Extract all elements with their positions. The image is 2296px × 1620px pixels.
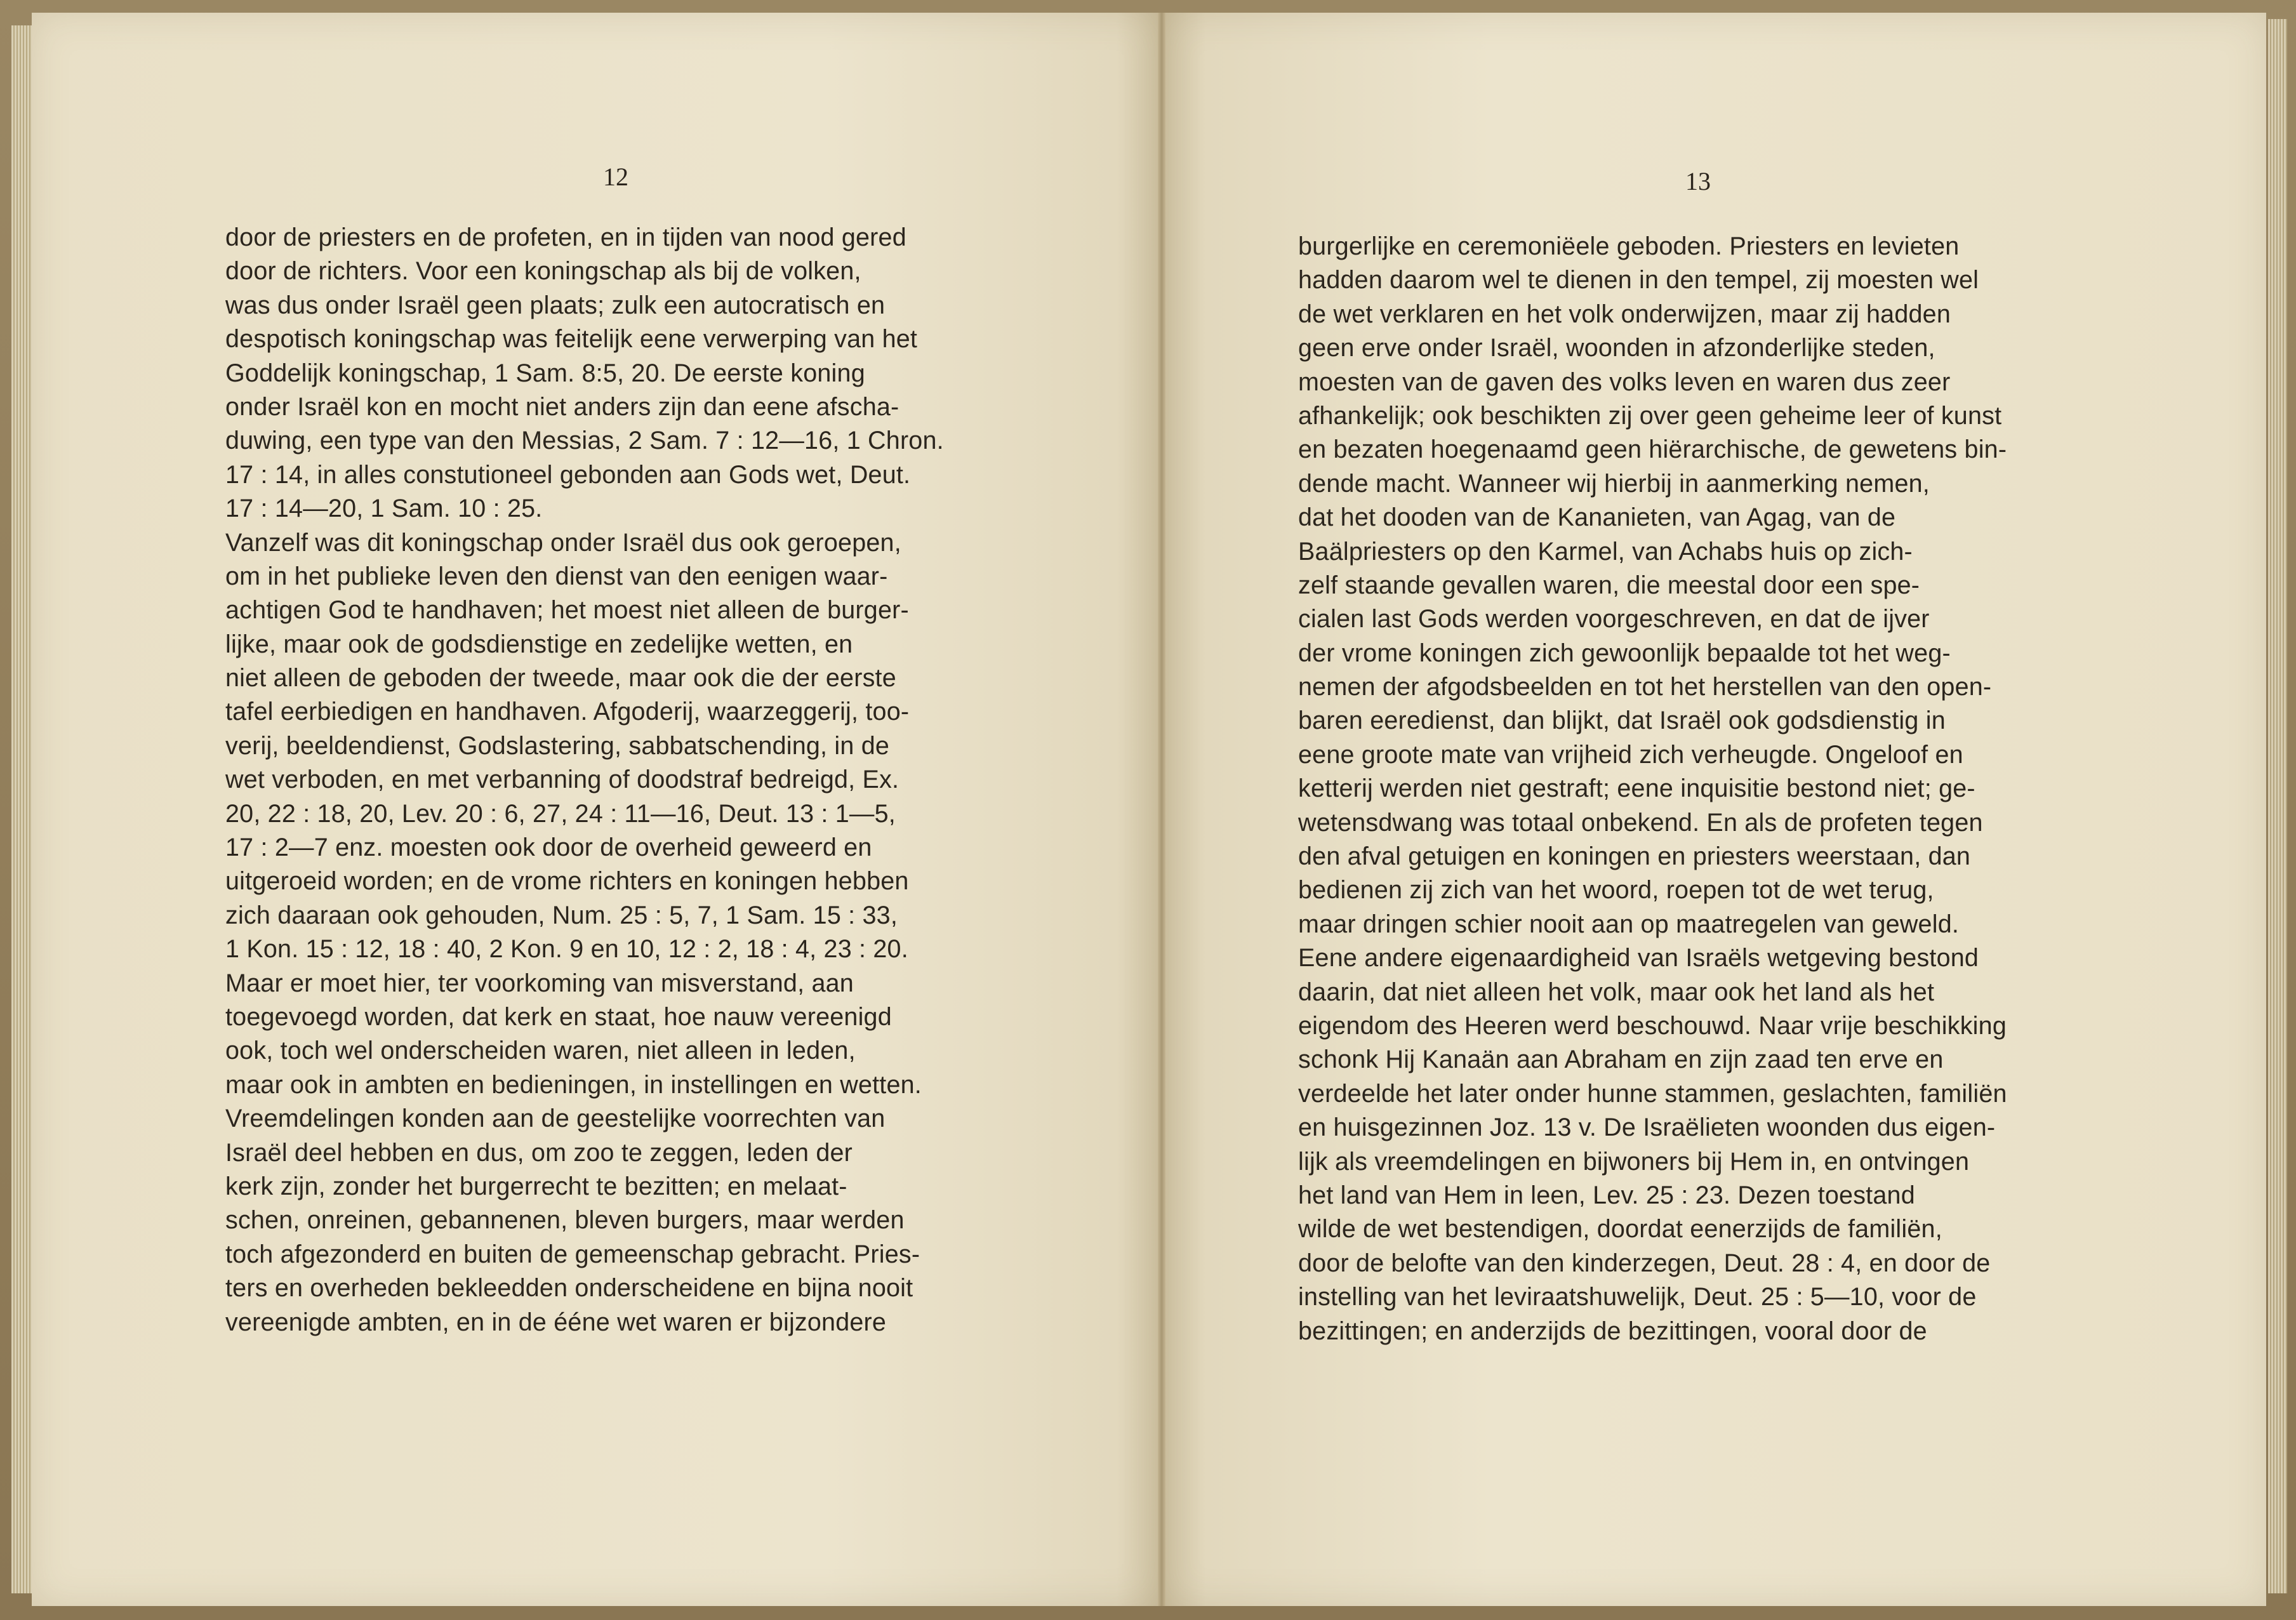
text-line: door de belofte van den kinderzegen, Deut. 28 : 4, en door de (1298, 1249, 1991, 1277)
text-line: burgerlijke en ceremoniëele geboden. Priesters en levieten (1298, 232, 1960, 260)
text-line: wet verboden, en met verbanning of doodstraf bedreigd, Ex. (225, 766, 899, 794)
text-line: verdeelde het later onder hunne stammen, geslachten, familiën (1298, 1079, 2007, 1108)
text-line: Israël deel hebben en dus, om zoo te zeggen, leden der (225, 1138, 853, 1167)
text-line: zich daaraan ook gehouden, Num. 25 : 5, 7, 1 Sam. 15 : 33, (225, 901, 898, 929)
text-line: de wet verklaren en het volk onderwijzen, maar zij hadden (1298, 300, 1951, 328)
text-line: cialen last Gods werden voorgeschreven, en dat de ijver (1298, 605, 1930, 634)
text-line: kerk zijn, zonder het burgerrecht te bezitten; en melaat- (225, 1172, 847, 1200)
text-line: Vanzelf was dit koningschap onder Israël dus ook geroepen, (225, 528, 901, 557)
text-line: ters en overheden bekleedden onderscheidene en bijna nooit (225, 1274, 913, 1303)
text-line: en bezaten hoegenaamd geen hiërarchische, de gewetens bin- (1298, 435, 2007, 464)
text-line: zelf staande gevallen waren, die meestal door een spe- (1298, 571, 1920, 599)
text-line: onder Israël kon en mocht niet anders zijn dan eene afscha- (225, 392, 899, 421)
text-line: den afval getuigen en koningen en priesters weerstaan, dan (1298, 842, 1971, 871)
text-line: wilde de wet bestendigen, doordat eenerzijds de familiën, (1298, 1215, 1942, 1244)
text-line: uitgeroeid worden; en de vrome richters en koningen hebben (225, 867, 909, 896)
book-gutter (1158, 13, 1165, 1606)
text-line: eene groote mate van vrijheid zich verheugde. Ongeloof en (1298, 740, 1963, 769)
text-line: niet alleen de geboden der tweede, maar ook die der eerste (225, 664, 896, 693)
text-line: door de priesters en de profeten, en in tijden van nood gered (225, 223, 906, 251)
text-line: duwing, een type van den Messias, 2 Sam. 7 : 12—16, 1 Chron. (225, 427, 944, 455)
text-line: door de richters. Voor een koningschap als bij de volken, (225, 257, 861, 286)
text-line: baren eeredienst, dan blijkt, dat Israël ook godsdienstig in (1298, 707, 1946, 735)
text-line: maar dringen schier nooit aan op maatregelen van geweld. (1298, 910, 1960, 938)
text-line: tafel eerbiedigen en handhaven. Afgoderij, waarzeggerij, too- (225, 698, 910, 726)
text-line: 17 : 14, in alles constutioneel gebonden aan Gods wet, Deut. (225, 460, 911, 489)
text-line: lijke, maar ook de godsdienstige en zedelijke wetten, en (225, 630, 853, 658)
text-line: schen, onreinen, gebannenen, bleven burgers, maar werden (225, 1206, 905, 1235)
left-page-number: 12 (603, 163, 628, 191)
text-line: Maar er moet hier, ter voorkoming van misverstand, aan (225, 969, 854, 997)
text-line: Goddelijk koningschap, 1 Sam. 8:5, 20. De eerste koning (225, 359, 865, 387)
text-line: vereenigde ambten, en in de ééne wet waren er bijzondere (225, 1308, 887, 1336)
text-line: maar ook in ambten en bedieningen, in instellingen en wetten. (225, 1070, 922, 1099)
text-line: hadden daarom wel te dienen in den tempel, zij moesten wel (1298, 266, 1979, 295)
left-page-text (225, 221, 1009, 1339)
text-line: bedienen zij zich van het woord, roepen tot de wet terug, (1298, 876, 1934, 905)
text-line: 17 : 2—7 enz. moesten ook door de overheid geweerd en (225, 833, 872, 862)
right-page-text (1298, 230, 2082, 1348)
text-line: schonk Hij Kanaän aan Abraham en zijn zaad ten erve en (1298, 1046, 1944, 1074)
text-line: ketterij werden niet gestraft; eene inquisitie bestond niet; ge- (1298, 774, 1975, 803)
text-line: afhankelijk; ook beschikten zij over geen geheime leer of kunst (1298, 401, 2002, 430)
text-line: achtigen God te handhaven; het moest niet alleen de burger- (225, 596, 909, 625)
text-line: nemen der afgodsbeelden en tot het herstellen van den open- (1298, 673, 1992, 701)
text-line: verij, beeldendienst, Godslastering, sabbatschending, in de (225, 731, 890, 760)
text-line: Baälpriesters op den Karmel, van Achabs huis op zich- (1298, 537, 1913, 566)
text-line: 1 Kon. 15 : 12, 18 : 40, 2 Kon. 9 en 10, 12 : 2, 18 : 4, 23 : 20. (225, 935, 908, 964)
text-line: despotisch koningschap was feitelijk eene verwerping van het (225, 325, 918, 354)
text-line: dende macht. Wanneer wij hierbij in aanmerking nemen, (1298, 469, 1930, 498)
right-page-edges (2268, 19, 2287, 1593)
text-line: 17 : 14—20, 1 Sam. 10 : 25. (225, 495, 543, 523)
text-line: geen erve onder Israël, woonden in afzonderlijke steden, (1298, 334, 1935, 362)
text-line: toch afgezonderd en buiten de gemeenschap gebracht. Pries- (225, 1240, 920, 1268)
text-line: bezittingen; en anderzijds de bezittingen, vooral door de (1298, 1317, 1927, 1345)
text-line: moesten van de gaven des volks leven en waren dus zeer (1298, 368, 1951, 396)
text-line: ook, toch wel onderscheiden waren, niet alleen in leden, (225, 1037, 856, 1065)
text-line: om in het publieke leven den dienst van den eenigen waar- (225, 562, 888, 590)
text-line: der vrome koningen zich gewoonlijk bepaalde tot het weg- (1298, 639, 1951, 667)
text-line: daarin, dat niet alleen het volk, maar ook het land als het (1298, 978, 1935, 1006)
text-line: en huisgezinnen Joz. 13 v. De Israëlieten woonden dus eigen- (1298, 1113, 1996, 1142)
text-line: wetensdwang was totaal onbekend. En als de profeten tegen (1298, 808, 1983, 837)
text-line: instelling van het leviraatshuwelijk, Deut. 25 : 5—10, voor de (1298, 1283, 1977, 1311)
text-line: het land van Hem in leen, Lev. 25 : 23. Dezen toestand (1298, 1181, 1915, 1209)
text-line: Eene andere eigenaardigheid van Israëls wetgeving bestond (1298, 944, 1979, 973)
text-line: 20, 22 : 18, 20, Lev. 20 : 6, 27, 24 : 11—16, Deut. 13 : 1—5, (225, 799, 896, 828)
text-line: Vreemdelingen konden aan de geestelijke voorrechten van (225, 1105, 886, 1133)
text-line: lijk als vreemdelingen en bijwoners bij Hem in, en ontvingen (1298, 1147, 1970, 1176)
text-line: was dus onder Israël geen plaats; zulk een autocratisch en (225, 291, 886, 319)
text-line: toegevoegd worden, dat kerk en staat, hoe nauw vereenigd (225, 1002, 892, 1031)
right-page-number: 13 (1685, 167, 1711, 196)
text-line: dat het dooden van de Kananieten, van Agag, van de (1298, 503, 1896, 532)
text-line: eigendom des Heeren werd beschouwd. Naar vrije beschikking (1298, 1011, 2007, 1040)
